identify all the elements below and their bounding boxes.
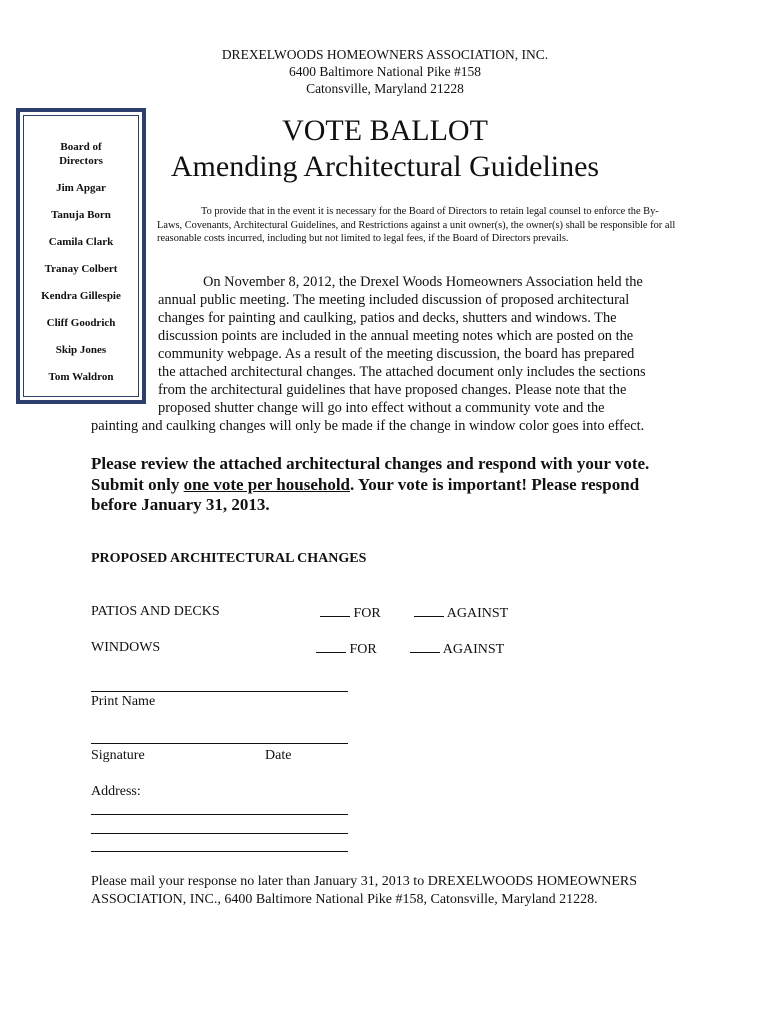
motion-text xyxy=(157,205,677,246)
board-member: Jim Apgar xyxy=(56,182,106,194)
against-label: AGAINST xyxy=(442,642,505,657)
association-name: DREXELWOODS HOMEOWNERS ASSOCIATION, INC. xyxy=(221,47,549,62)
board-of-directors-box xyxy=(16,108,146,404)
body-line: On November 8, 2012, the Drexel Woods Homeowners Association held the xyxy=(203,274,643,290)
review-line2-pre: Submit only xyxy=(91,474,184,494)
board-member: Camila Clark xyxy=(48,236,114,248)
for-blank[interactable] xyxy=(320,604,350,617)
against-blank[interactable] xyxy=(414,604,444,617)
board-member: Skip Jones xyxy=(55,344,107,356)
body-line: from the architectural guidelines that have proposed changes. Please note that the xyxy=(158,382,627,398)
signature-label: Signature xyxy=(91,748,145,763)
against-label: AGAINST xyxy=(446,606,509,621)
body-line: changes for painting and caulking, patios and decks, shutters and windows. The xyxy=(158,310,617,326)
ballot-subtitle: Amending Architectural Guidelines xyxy=(170,150,600,183)
ballot-title: VOTE BALLOT xyxy=(282,114,488,147)
vote-item-label: WINDOWS xyxy=(91,640,161,655)
address-line-1[interactable] xyxy=(91,814,348,815)
mail-line2: ASSOCIATION, INC., 6400 Baltimore National Pike #158, Catonsville, Maryland 21228. xyxy=(91,892,598,907)
one-vote-emphasis: one vote per household xyxy=(183,474,350,494)
vote-against-option[interactable] xyxy=(410,640,504,658)
for-label: FOR xyxy=(353,606,381,621)
for-blank[interactable] xyxy=(316,640,346,653)
review-line1: Please review the attached architectural changes and respond with your vote. xyxy=(91,454,650,473)
association-city: Catonsville, Maryland 21228 xyxy=(306,81,464,96)
vote-against-option[interactable] xyxy=(414,604,508,622)
body-line: painting and caulking changes will only be made if the change in window color goes into effect. xyxy=(91,418,645,434)
body-line: community webpage. As a result of the meeting discussion, the board has prepared xyxy=(158,346,635,362)
board-box-inner-border xyxy=(23,115,139,397)
date-label: Date xyxy=(265,748,292,763)
review-instructions xyxy=(91,454,691,516)
board-heading-line1: Board of xyxy=(60,141,102,153)
review-line2-post: . Your vote is important! Please respond xyxy=(350,474,640,494)
against-blank[interactable] xyxy=(410,640,440,653)
letterhead xyxy=(0,46,770,97)
review-line2 xyxy=(91,475,691,496)
address-label: Address: xyxy=(91,784,141,799)
body-line: the attached architectural changes. The attached document only includes the sections xyxy=(158,364,646,380)
signature-line[interactable] xyxy=(91,743,348,744)
proposed-changes-heading: PROPOSED ARCHITECTURAL CHANGES xyxy=(91,551,367,566)
board-member: Tanuja Born xyxy=(51,209,111,221)
board-member: Kendra Gillespie xyxy=(41,290,121,302)
vote-item-label: PATIOS AND DECKS xyxy=(91,604,220,619)
print-name-label: Print Name xyxy=(91,694,156,709)
body-line: proposed shutter change will go into effect without a community vote and the xyxy=(158,400,605,416)
review-line3: before January 31, 2013. xyxy=(91,495,270,514)
body-line: discussion points are included in the annual meeting notes which are posted on the xyxy=(158,328,634,344)
board-member: Cliff Goodrich xyxy=(46,317,116,329)
address-line-2[interactable] xyxy=(91,833,348,834)
vote-for-option[interactable] xyxy=(316,640,377,658)
board-member: Tranay Colbert xyxy=(44,263,118,275)
mail-instructions xyxy=(91,873,691,909)
vote-for-option[interactable] xyxy=(320,604,381,622)
board-member: Tom Waldron xyxy=(48,371,114,383)
board-heading-line2: Directors xyxy=(59,155,103,167)
print-name-line[interactable] xyxy=(91,691,348,692)
board-list xyxy=(24,140,138,384)
body-line: annual public meeting. The meeting included discussion of proposed architectural xyxy=(158,292,630,308)
mail-line1: Please mail your response no later than January 31, 2013 to DREXELWOODS HOMEOWNERS xyxy=(91,874,638,889)
association-street: 6400 Baltimore National Pike #158 xyxy=(289,64,481,79)
motion-body: To provide that in the event it is necessary for the Board of Directors to retain legal counsel to enforce the By-Laws, Covenants, Architectural Guidelines, and Restrictions against a unit owner(s), the owner(s) shall be responsible for all reasonable costs incurred, including but not limited to legal fees, if the Board of Directors prevails. xyxy=(157,206,676,245)
address-line-3[interactable] xyxy=(91,851,348,852)
for-label: FOR xyxy=(349,642,377,657)
